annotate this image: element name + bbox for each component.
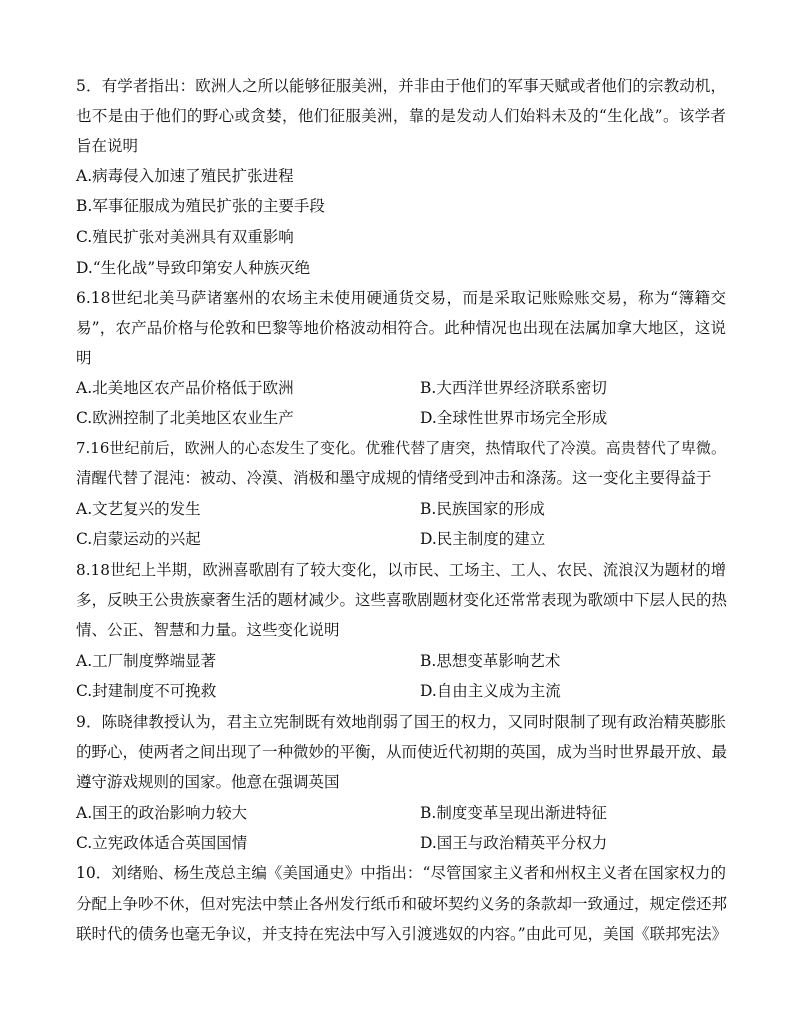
question-6-stem-line-1: 6.18世纪北美马萨诸塞州的农场主未使用硬通货交易，而是采取记账赊账交易，称为“簿籍交 [76,289,726,307]
question-8-option-d: D.自由主义成为主流 [420,682,561,700]
question-5-option-d: D.“生化战”导致印第安人种族灭绝 [76,259,311,277]
question-6-option-b: B.大西洋世界经济联系密切 [420,379,607,397]
question-6-stem-line-2: 易”，农产品价格与伦敦和巴黎等地价格波动相符合。此种情况也出现在法属加拿大地区，这说 [76,319,726,337]
question-5-stem-line-3: 旨在说明 [76,137,139,155]
question-5-option-b: B.军事征服成为殖民扩张的主要手段 [76,197,325,215]
question-7-stem-line-1: 7.16世纪前后，欧洲人的心态发生了变化。优雅代替了唐突，热情取代了冷漠。高贵替代了卑微。 [76,439,726,457]
question-10-stem-line-2: 分配上争吵不休，但对宪法中禁止各州发行纸币和破坏契约义务的条款却一致通过，规定偿还邦 [76,895,728,913]
question-6-option-c: C.欧洲控制了北美地区农业生产 [76,409,294,427]
question-5-stem-line-1: 5．有学者指出：欧洲人之所以能够征服美洲，并非由于他们的军事天赋或者他们的宗教动机， [76,77,726,95]
question-8-stem-line-2: 多，反映王公贵族豪奢生活的题材减少。这些喜歌剧题材变化还常常表现为歌颂中下层人民的热 [76,591,728,609]
question-7-option-b: B.民族国家的形成 [420,500,545,518]
question-9-stem-line-1: 9．陈晓律教授认为，君主立宪制既有效地削弱了国王的权力，又同时限制了现有政治精英膨胀 [76,713,726,731]
question-9-option-d: D.国王与政治精英平分权力 [420,834,608,852]
question-8-option-a: A.工厂制度弊端显著 [76,652,217,670]
question-5-stem-line-2: 也不是由于他们的野心或贪婪，他们征服美洲，靠的是发动人们始料未及的“生化战”。该学者 [76,107,726,125]
question-9-stem-line-3: 遵守游戏规则的国家。他意在强调英国 [76,773,340,791]
question-10-stem-line-1: 10．刘绪贻、杨生茂总主编《美国通史》中指出：“尽管国家主义者和州权主义者在国家权力的 [76,864,726,882]
question-9-option-c: C.立宪政体适合英国国情 [76,834,248,852]
question-6-option-d: D.全球性世界市场完全形成 [420,409,608,427]
question-6-option-a: A.北美地区农产品价格低于欧洲 [76,379,294,397]
question-10-stem-line-3: 联时代的债务也毫无争议，并支持在宪法中写入引渡逃奴的内容。”由此可见，美国《联邦宪法》 [76,925,728,943]
question-8-option-c: C.封建制度不可挽救 [76,682,217,700]
question-7-option-d: D.民主制度的建立 [420,530,546,548]
question-8-stem-line-1: 8.18世纪上半期，欧洲喜歌剧有了较大变化，以市民、工场主、工人、农民、流浪汉为题材的增 [76,561,726,579]
question-6-stem-line-3: 明 [76,349,92,367]
question-8-option-b: B.思想变革影响艺术 [420,652,561,670]
question-8-stem-line-3: 情、公正、智慧和力量。这些变化说明 [76,621,340,639]
question-9-stem-line-2: 的野心，使两者之间出现了一种微妙的平衡，从而使近代初期的英国，成为当时世界最开放、最 [76,743,728,761]
question-9-option-b: B.制度变革呈现出渐进特征 [420,804,607,822]
question-7-option-c: C.启蒙运动的兴起 [76,530,201,548]
question-5-option-a: A.病毒侵入加速了殖民扩张进程 [76,167,294,185]
question-9-option-a: A.国王的政治影响力较大 [76,804,248,822]
question-7-option-a: A.文艺复兴的发生 [76,500,201,518]
question-7-stem-line-2: 清醒代替了混沌：被动、冷漠、消极和墨守成规的情绪受到冲击和涤荡。这一变化主要得益于 [76,469,712,487]
question-5-option-c: C.殖民扩张对美洲具有双重影响 [76,228,294,246]
